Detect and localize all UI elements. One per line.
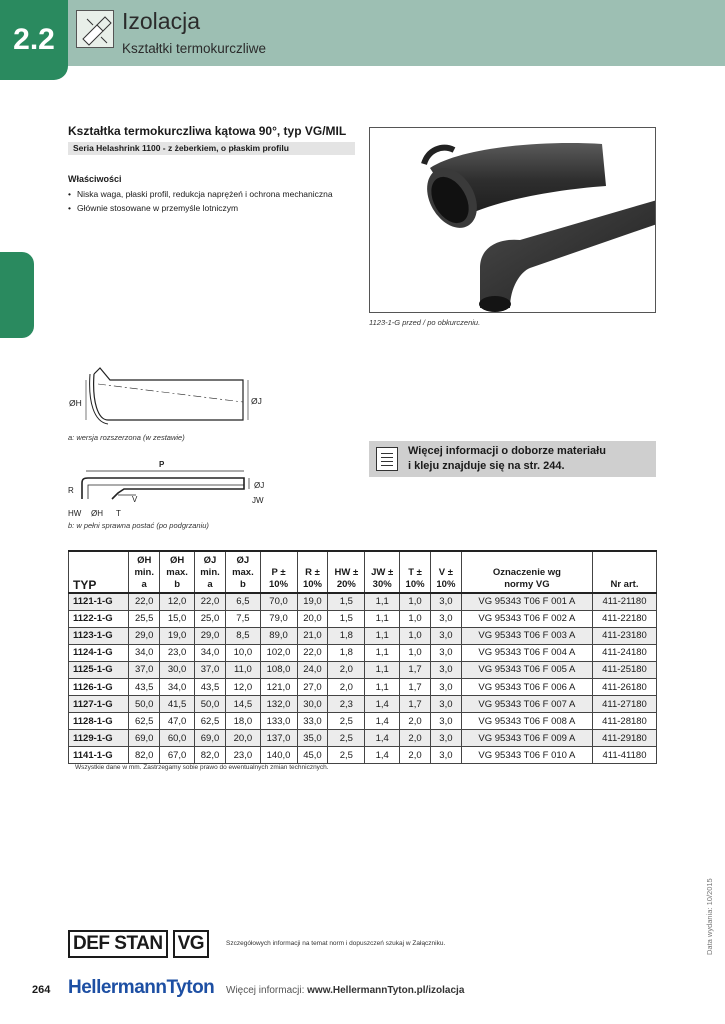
table-cell: 411-22180	[592, 610, 656, 627]
defstan-logo	[68, 930, 209, 958]
table-cell: 7,5	[226, 610, 260, 627]
table-cell: 1,5	[328, 610, 365, 627]
table-cell: 1,5	[328, 593, 365, 610]
table-cell: 50,0	[194, 696, 226, 713]
product-series: Seria Helashrink 1100 - z żeberkiem, o płaskim profilu	[68, 142, 355, 155]
table-cell: 22,0	[194, 593, 226, 610]
table-cell: 411-23180	[592, 627, 656, 644]
table-cell: 1,4	[365, 747, 400, 764]
table-cell: 108,0	[260, 661, 297, 678]
diagram-b-v-label: V	[132, 495, 138, 504]
table-cell: 20,0	[226, 730, 260, 747]
edition-date: Data wydania: 10/2015	[705, 878, 714, 955]
table-cell: 23,0	[226, 747, 260, 764]
column-header	[160, 551, 194, 593]
column-header-line: P ±	[271, 567, 286, 578]
column-header-line: 10%	[302, 579, 322, 590]
standards-note: Szczegółowych informacji na temat norm i dopuszczeń szukaj w Załączniku.	[226, 940, 446, 947]
column-header-line: a	[141, 579, 147, 590]
table-cell: 37,0	[128, 661, 160, 678]
table-cell: 29,0	[128, 627, 160, 644]
diagram-a-caption: a: wersja rozszerzona (w zestawie)	[68, 433, 185, 442]
table-cell: 1,7	[400, 661, 431, 678]
table-cell: 21,0	[297, 627, 328, 644]
table-cell: 3,0	[430, 610, 461, 627]
column-header-line: Nr art.	[610, 579, 639, 590]
column-header	[260, 551, 297, 593]
column-header-line: Oznaczenie wg	[492, 567, 561, 578]
table-cell: 132,0	[260, 696, 297, 713]
table-cell: 82,0	[194, 747, 226, 764]
info-line-2: i kleju znajduje się na str. 244.	[408, 460, 565, 472]
table-cell: 1,8	[328, 627, 365, 644]
table-cell: 2,0	[400, 730, 431, 747]
table-cell: 3,0	[430, 747, 461, 764]
column-header-line: b	[239, 579, 246, 590]
column-header	[128, 551, 160, 593]
table-cell: 25,5	[128, 610, 160, 627]
photo-caption: 1123-1-G przed / po obkurczeniu.	[369, 318, 481, 327]
table-body	[69, 593, 657, 764]
column-header-line: ØH	[169, 555, 185, 566]
table-cell: 3,0	[430, 593, 461, 610]
column-header-line: a	[207, 579, 213, 590]
column-header	[430, 551, 461, 593]
page-subtitle: Kształtki termokurczliwe	[122, 41, 267, 56]
table-cell: VG 95343 T06 F 002 A	[461, 610, 592, 627]
type-cell: 1127-1-G	[69, 696, 129, 713]
diagram-b-r-label: R	[68, 486, 74, 495]
defstan-part2: VG	[173, 930, 209, 958]
table-cell: 8,5	[226, 627, 260, 644]
table-cell: 24,0	[297, 661, 328, 678]
column-header-line: JW ±	[371, 567, 394, 578]
properties-heading: Właściwości	[68, 174, 122, 184]
table-cell: 411-24180	[592, 644, 656, 661]
table-cell: 1,1	[365, 593, 400, 610]
table-cell: 37,0	[194, 661, 226, 678]
column-header-line: T ±	[408, 567, 422, 578]
table-cell: 34,0	[194, 644, 226, 661]
table-cell: 14,5	[226, 696, 260, 713]
table-cell: 43,5	[194, 678, 226, 695]
properties-list	[68, 187, 333, 215]
table-cell: 62,5	[194, 713, 226, 730]
column-header	[365, 551, 400, 593]
table-cell: 19,0	[297, 593, 328, 610]
table-cell: 60,0	[160, 730, 194, 747]
table-cell: 2,0	[328, 661, 365, 678]
diagram-b-p-label: P	[159, 460, 165, 469]
table-cell: 50,0	[128, 696, 160, 713]
table-cell: 2,5	[328, 747, 365, 764]
table-cell: 3,0	[430, 661, 461, 678]
table-cell: 1,0	[400, 644, 431, 661]
diagram-expanded	[68, 362, 268, 432]
type-cell: 1122-1-G	[69, 610, 129, 627]
table-cell: 121,0	[260, 678, 297, 695]
table-cell: 25,0	[194, 610, 226, 627]
table-cell: 18,0	[226, 713, 260, 730]
side-tab-marker	[0, 252, 34, 338]
column-header	[461, 551, 592, 593]
table-cell: VG 95343 T06 F 009 A	[461, 730, 592, 747]
table-cell: VG 95343 T06 F 006 A	[461, 678, 592, 695]
table-cell: 23,0	[160, 644, 194, 661]
table-cell: VG 95343 T06 F 005 A	[461, 661, 592, 678]
column-header-line: 20%	[336, 579, 356, 590]
table-cell: 47,0	[160, 713, 194, 730]
table-cell: 3,0	[430, 696, 461, 713]
table-cell: 15,0	[160, 610, 194, 627]
table-cell: 1,1	[365, 661, 400, 678]
product-title: Kształtka termokurczliwa kątowa 90°, typ VG/MIL	[68, 124, 347, 138]
table-cell: 34,0	[160, 678, 194, 695]
column-header-line: TYP	[73, 578, 97, 592]
column-header-line: max.	[166, 567, 188, 578]
table-cell: 1,1	[365, 678, 400, 695]
table-row	[69, 644, 657, 661]
table-cell: VG 95343 T06 F 008 A	[461, 713, 592, 730]
column-header-line: ØJ	[236, 555, 250, 566]
column-header	[194, 551, 226, 593]
table-cell: 3,0	[430, 644, 461, 661]
table-cell: 67,0	[160, 747, 194, 764]
table-cell: 69,0	[194, 730, 226, 747]
table-cell: 43,5	[128, 678, 160, 695]
diagram-b-oj-label: ØJ	[254, 481, 265, 490]
table-cell: 69,0	[128, 730, 160, 747]
table-cell: 1,4	[365, 730, 400, 747]
column-header-line: 10%	[436, 579, 456, 590]
page-title: Izolacja	[122, 8, 200, 34]
table-cell: 29,0	[194, 627, 226, 644]
defstan-part1: DEF STAN	[68, 930, 168, 958]
table-cell: 140,0	[260, 747, 297, 764]
product-photo	[369, 127, 656, 313]
column-header	[328, 551, 365, 593]
table-cell: 1,0	[400, 593, 431, 610]
table-cell: 33,0	[297, 713, 328, 730]
spec-table	[68, 550, 657, 764]
type-cell: 1128-1-G	[69, 713, 129, 730]
type-cell: 1121-1-G	[69, 593, 129, 610]
table-cell: 2,0	[400, 713, 431, 730]
diagram-b-t-label: T	[116, 509, 121, 518]
more-info	[226, 985, 464, 996]
type-cell: 1124-1-G	[69, 644, 129, 661]
column-header-line: R ±	[305, 567, 320, 578]
column-header	[592, 551, 656, 593]
table-cell: 3,0	[430, 730, 461, 747]
table-row	[69, 610, 657, 627]
table-cell: 79,0	[260, 610, 297, 627]
more-info-label: Więcej informacji:	[226, 985, 305, 996]
column-header-line: V ±	[438, 567, 453, 578]
type-cell: 1129-1-G	[69, 730, 129, 747]
table-row	[69, 593, 657, 610]
table-cell: 137,0	[260, 730, 297, 747]
page-number: 264	[32, 984, 51, 996]
table-cell: 3,0	[430, 713, 461, 730]
column-header-line: ØJ	[203, 555, 217, 566]
table-cell: 1,1	[365, 644, 400, 661]
column-header-line: ØH	[137, 555, 152, 566]
diagram-a-oh-label: ØH	[69, 398, 82, 408]
column-header-line: 10%	[405, 579, 425, 590]
table-row	[69, 747, 657, 764]
table-cell: 27,0	[297, 678, 328, 695]
table-cell: 10,0	[226, 644, 260, 661]
table-row	[69, 661, 657, 678]
table-cell: 1,0	[400, 627, 431, 644]
table-cell: 1,1	[365, 610, 400, 627]
table-cell: 411-27180	[592, 696, 656, 713]
table-cell: 1,4	[365, 696, 400, 713]
more-info-link[interactable]: www.HellermannTyton.pl/izolacja	[307, 985, 465, 996]
table-cell: 41,5	[160, 696, 194, 713]
document-icon	[376, 447, 398, 471]
table-cell: 22,0	[128, 593, 160, 610]
column-header	[69, 551, 129, 593]
column-header	[400, 551, 431, 593]
table-note: Wszystkie dane w mm. Zastrzegamy sobie prawo do ewentualnych zmian technicznych.	[75, 764, 329, 771]
table-cell: 11,0	[226, 661, 260, 678]
column-header	[297, 551, 328, 593]
table-cell: 30,0	[297, 696, 328, 713]
table-cell: 70,0	[260, 593, 297, 610]
table-cell: 133,0	[260, 713, 297, 730]
column-header-line: 30%	[372, 579, 392, 590]
table-cell: 3,0	[430, 627, 461, 644]
insulation-icon	[76, 10, 114, 48]
column-header-line: normy VG	[504, 579, 550, 590]
table-cell: 89,0	[260, 627, 297, 644]
table-cell: 12,0	[160, 593, 194, 610]
column-header	[226, 551, 260, 593]
table-cell: 1,4	[365, 713, 400, 730]
table-cell: 411-28180	[592, 713, 656, 730]
table-row	[69, 696, 657, 713]
table-header-row	[69, 551, 657, 593]
type-cell: 1126-1-G	[69, 678, 129, 695]
type-cell: 1125-1-G	[69, 661, 129, 678]
table-cell: VG 95343 T06 F 010 A	[461, 747, 592, 764]
table-cell: 411-29180	[592, 730, 656, 747]
table-cell: 34,0	[128, 644, 160, 661]
table-row	[69, 730, 657, 747]
table-cell: 1,7	[400, 678, 431, 695]
table-cell: 411-25180	[592, 661, 656, 678]
table-cell: 2,0	[400, 747, 431, 764]
table-cell: VG 95343 T06 F 003 A	[461, 627, 592, 644]
table-cell: 1,0	[400, 610, 431, 627]
property-item: • Głównie stosowane w przemyśle lotniczym	[68, 201, 333, 215]
table-cell: 411-41180	[592, 747, 656, 764]
column-header-line: HW ±	[334, 567, 359, 578]
table-cell: 411-21180	[592, 593, 656, 610]
table-cell: 1,8	[328, 644, 365, 661]
diagram-b-hw-label: HW	[68, 509, 82, 518]
type-cell: 1141-1-G	[69, 747, 129, 764]
diagram-b-caption: b: w pełni sprawna postać (po podgrzaniu)	[68, 521, 209, 530]
table-cell: 19,0	[160, 627, 194, 644]
type-cell: 1123-1-G	[69, 627, 129, 644]
diagram-b-oh-label: ØH	[91, 509, 103, 518]
table-cell: 2,5	[328, 713, 365, 730]
table-row	[69, 678, 657, 695]
brand-logo: HellermannTyton	[68, 977, 215, 998]
column-header-line: max.	[232, 567, 254, 578]
table-cell: 6,5	[226, 593, 260, 610]
table-cell: 82,0	[128, 747, 160, 764]
table-cell: 3,0	[430, 678, 461, 695]
table-cell: 62,5	[128, 713, 160, 730]
table-cell: 411-26180	[592, 678, 656, 695]
info-box	[369, 441, 656, 477]
column-header-line: b	[174, 579, 180, 590]
table-cell: 30,0	[160, 661, 194, 678]
column-header-line: 10%	[269, 579, 289, 590]
column-header-line: min.	[134, 567, 154, 578]
info-line-1: Więcej informacji o doborze materiału	[408, 445, 606, 457]
table-cell: 1,7	[400, 696, 431, 713]
property-item: • Niska waga, płaski profil, redukcja naprężeń i ochrona mechaniczna	[68, 187, 333, 201]
table-cell: 20,0	[297, 610, 328, 627]
table-cell: VG 95343 T06 F 001 A	[461, 593, 592, 610]
diagram-a-oj-label: ØJ	[251, 396, 262, 406]
table-cell: 22,0	[297, 644, 328, 661]
table-cell: 12,0	[226, 678, 260, 695]
section-number: 2.2	[0, 0, 68, 80]
table-cell: 102,0	[260, 644, 297, 661]
table-row	[69, 627, 657, 644]
table-cell: 1,1	[365, 627, 400, 644]
table-cell: 2,5	[328, 730, 365, 747]
table-cell: 2,3	[328, 696, 365, 713]
diagram-recovered	[66, 455, 276, 519]
table-cell: 45,0	[297, 747, 328, 764]
table-cell: 35,0	[297, 730, 328, 747]
column-header-line: min.	[200, 567, 220, 578]
table-cell: VG 95343 T06 F 007 A	[461, 696, 592, 713]
table-cell: VG 95343 T06 F 004 A	[461, 644, 592, 661]
table-row	[69, 713, 657, 730]
table-cell: 2,0	[328, 678, 365, 695]
diagram-b-jw-label: JW	[252, 496, 264, 505]
